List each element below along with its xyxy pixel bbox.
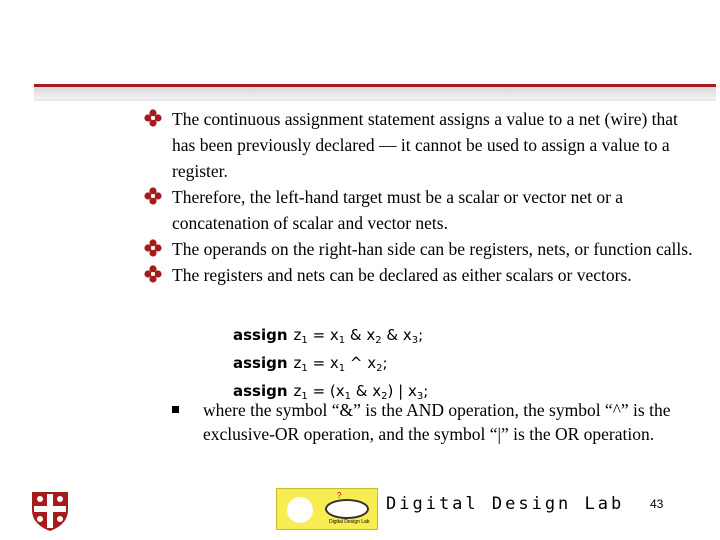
code-keyword: assign	[233, 382, 288, 400]
code-token: ;	[423, 382, 429, 400]
title-rule-shade-bottom	[34, 99, 716, 101]
code-keyword: assign	[233, 354, 288, 372]
logo-text: Digital Design Lab	[329, 519, 370, 525]
code-line	[233, 352, 428, 380]
sub-bullet-text: where the symbol “&” is the AND operation, the symbol “^” is the exclusive-OR operation, and the symbol “|” is the OR operation.	[203, 400, 671, 444]
bullet-text: The registers and nets can be declared as either scalars or vectors.	[172, 265, 632, 285]
code-subscript: 1	[338, 335, 346, 346]
code-token: z	[293, 354, 302, 372]
code-subscript: 3	[416, 391, 424, 402]
code-token: = x	[307, 326, 339, 344]
code-line	[233, 324, 428, 352]
logo-mark: ?	[337, 491, 342, 500]
code-token: & x	[381, 326, 412, 344]
code-subscript: 1	[301, 391, 308, 402]
bullet-text: The operands on the right-han side can be registers, nets, or function calls.	[172, 239, 693, 259]
code-keyword: assign	[233, 326, 288, 344]
code-token: & x	[351, 382, 382, 400]
university-crest-icon	[28, 488, 72, 532]
diamond-bullet-icon	[144, 239, 162, 257]
sub-bullet-item	[172, 398, 692, 446]
code-subscript: 2	[375, 335, 382, 346]
code-token: & x	[345, 326, 376, 344]
diamond-bullet-icon	[144, 265, 162, 283]
title-rule-shade	[34, 87, 716, 99]
bullet-item	[144, 184, 704, 236]
code-subscript: 1	[338, 363, 346, 374]
code-block	[233, 324, 428, 408]
code-token: ) | x	[387, 382, 417, 400]
diamond-bullet-icon	[144, 109, 162, 127]
code-token: ^ x	[345, 354, 377, 372]
diamond-bullet-icon	[144, 187, 162, 205]
code-token: = x	[307, 354, 339, 372]
code-subscript: 3	[411, 335, 419, 346]
code-token: = (x	[307, 382, 345, 400]
bullet-text: Therefore, the left-hand target must be a scalar or vector net or a concatenation of scalar and vector nets.	[172, 187, 624, 233]
square-bullet-icon	[172, 406, 179, 413]
bullet-item	[144, 236, 704, 262]
code-token: ;	[418, 326, 424, 344]
bullet-text: The continuous assignment statement assigns a value to a net (wire) that has been previously declared — it cannot be used to assign a value to a register.	[172, 109, 678, 181]
code-token: z	[293, 382, 302, 400]
logo-circle	[287, 497, 313, 523]
bullet-item	[144, 262, 704, 288]
bullet-item	[144, 106, 704, 184]
code-subscript: 1	[344, 391, 352, 402]
code-subscript: 2	[376, 363, 383, 374]
title-rule	[34, 84, 716, 101]
lab-title: Digital Design Lab	[386, 494, 625, 514]
code-token: ;	[382, 354, 388, 372]
logo-ellipse	[325, 499, 369, 519]
code-subscript: 2	[381, 391, 388, 402]
bullet-list	[144, 106, 704, 288]
code-subscript: 1	[301, 363, 308, 374]
lab-logo	[276, 488, 378, 530]
code-subscript: 1	[301, 335, 308, 346]
code-token: z	[293, 326, 302, 344]
page-number: 43	[650, 497, 664, 511]
